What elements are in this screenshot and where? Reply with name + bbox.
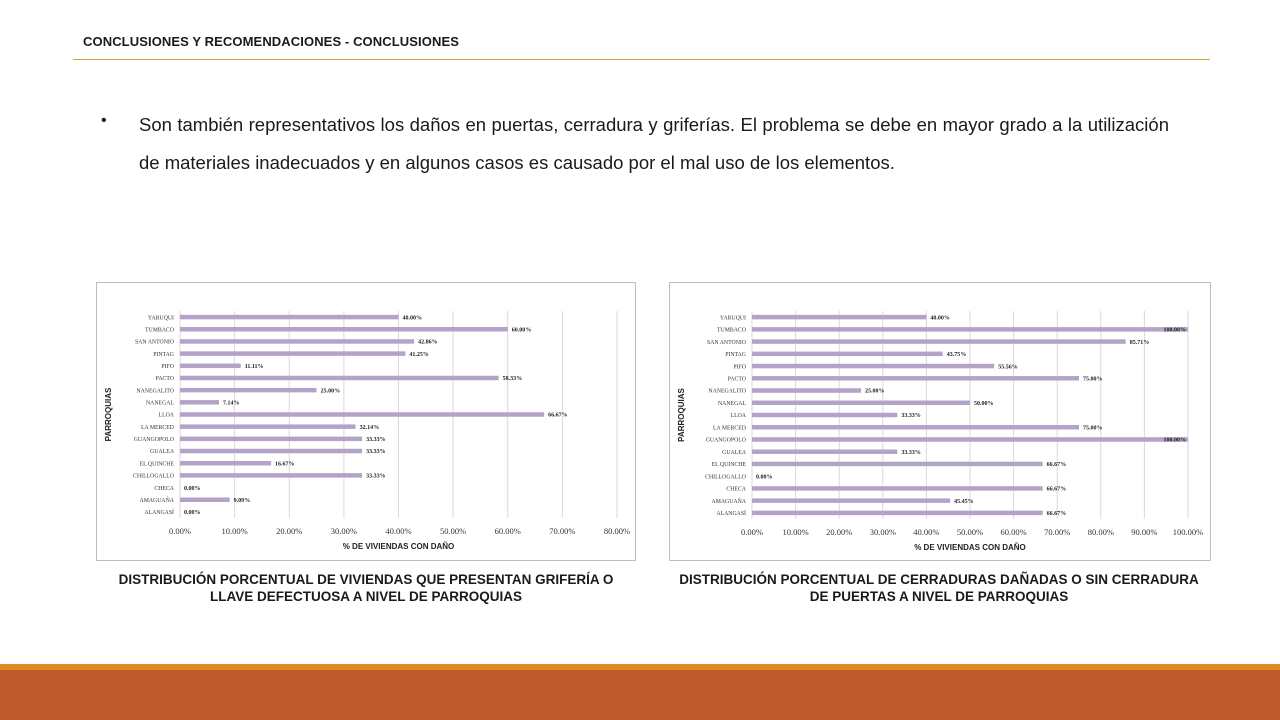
cerraduras-x-tick-label: 30.00% xyxy=(869,527,896,537)
griferia-category-label: GUANGOPOLO xyxy=(133,437,174,444)
footer-band xyxy=(0,670,1280,720)
griferia-category-label: NANEGALITO xyxy=(136,388,174,395)
cerraduras-data-label: 66.67% xyxy=(1046,486,1067,493)
cerraduras-category-label: GUANGOPOLO xyxy=(705,437,746,444)
griferia-category-label: PACTO xyxy=(155,376,174,383)
cerraduras-category-label: ALANGASÍ xyxy=(716,511,746,518)
griferia-category-label: YARUQUI xyxy=(147,315,174,322)
griferia-x-tick-label: 0.00% xyxy=(169,526,191,536)
griferia-category-label: LA MERCED xyxy=(140,424,174,431)
griferia-category-label: CHECA xyxy=(154,485,174,492)
cerraduras-data-label: 75.00% xyxy=(1083,376,1103,383)
chart-cerraduras-caption: DISTRIBUCIÓN PORCENTUAL DE CERRADURAS DAÑADAS O SIN CERRADURA DE PUERTAS A NIVEL DE PARROQUIAS xyxy=(679,572,1199,604)
cerraduras-category-label: NANEGAL xyxy=(717,400,746,407)
griferia-data-label: 16.67% xyxy=(275,461,295,468)
cerraduras-bar xyxy=(752,339,1126,344)
chart-cerraduras-svg xyxy=(670,283,1210,560)
cerraduras-category-label: LA MERCED xyxy=(712,425,746,432)
cerraduras-data-label: 75.00% xyxy=(1083,425,1103,432)
cerraduras-data-label: 43.75% xyxy=(946,352,967,359)
cerraduras-bar xyxy=(752,425,1079,430)
chart-griferia-caption: DISTRIBUCIÓN PORCENTUAL DE VIVIENDAS QUE PRESENTAN GRIFERÍA O LLAVE DEFECTUOSA A NIVEL DE PARROQUIAS xyxy=(118,572,614,604)
griferia-data-label: 0.00% xyxy=(184,510,201,517)
griferia-category-label: PIFO xyxy=(161,363,174,370)
cerraduras-x-axis-title: % DE VIVIENDAS CON DAÑO xyxy=(914,543,1026,552)
bullet-icon: • xyxy=(101,112,107,129)
griferia-x-tick-label: 10.00% xyxy=(221,526,248,536)
griferia-data-label: 66.67% xyxy=(548,412,568,419)
cerraduras-category-label: SAN ANTONIO xyxy=(706,339,746,346)
cerraduras-category-label: NANEGALITO xyxy=(708,388,746,395)
cerraduras-x-tick-label: 40.00% xyxy=(913,527,940,537)
griferia-category-label: CHILLOGALLO xyxy=(133,473,174,480)
griferia-bar xyxy=(180,400,219,405)
cerraduras-x-tick-label: 70.00% xyxy=(1044,527,1071,537)
griferia-category-label: NANEGAL xyxy=(145,400,174,407)
cerraduras-bar xyxy=(752,352,943,357)
header-divider xyxy=(73,59,1210,60)
griferia-data-label: 60.00% xyxy=(511,327,532,334)
griferia-bar xyxy=(180,461,271,466)
griferia-bar xyxy=(180,473,362,478)
chart-cerraduras xyxy=(669,282,1211,561)
griferia-bar xyxy=(180,339,414,344)
griferia-data-label: 7.14% xyxy=(223,400,240,407)
cerraduras-data-label: 33.33% xyxy=(901,449,921,456)
griferia-category-label: ALANGASÍ xyxy=(144,510,174,517)
griferia-bar xyxy=(180,376,499,381)
griferia-data-label: 32.14% xyxy=(359,424,380,431)
cerraduras-data-label: 0.00% xyxy=(756,474,773,481)
griferia-category-label: EL QUINCHE xyxy=(139,461,174,468)
cerraduras-data-label: 100.00% xyxy=(1163,327,1186,334)
griferia-bar xyxy=(180,327,508,332)
griferia-data-label: 41.25% xyxy=(409,351,429,358)
griferia-x-tick-label: 40.00% xyxy=(385,526,412,536)
griferia-bar xyxy=(180,437,362,442)
cerraduras-bar xyxy=(752,413,897,418)
griferia-x-axis-title: % DE VIVIENDAS CON DAÑO xyxy=(342,542,455,551)
cerraduras-category-label: YARUQUI xyxy=(719,315,746,322)
cerraduras-category-label: PIFO xyxy=(733,364,746,371)
cerraduras-category-label: PACTO xyxy=(727,376,746,383)
griferia-category-label: GUALEA xyxy=(150,449,174,456)
griferia-bar xyxy=(180,424,356,429)
cerraduras-bar xyxy=(752,401,970,406)
griferia-data-label: 0.00% xyxy=(184,485,201,492)
body-paragraph: Son también representativos los daños en puertas, cerradura y griferías. El problema se debe en mayor grado a la utilización de materiales inadecuados y en algunos casos es causado por el mal uso de los elementos. xyxy=(139,114,1169,173)
cerraduras-data-label: 45.45% xyxy=(954,498,974,505)
cerraduras-bar xyxy=(752,315,926,320)
griferia-bar xyxy=(180,364,241,369)
cerraduras-category-label: EL QUINCHE xyxy=(711,462,746,469)
griferia-data-label: 40.00% xyxy=(402,315,422,322)
griferia-x-tick-label: 20.00% xyxy=(276,526,303,536)
griferia-bar xyxy=(180,497,230,502)
cerraduras-x-tick-label: 0.00% xyxy=(741,527,763,537)
cerraduras-bar xyxy=(752,498,950,503)
griferia-x-tick-label: 50.00% xyxy=(440,526,467,536)
cerraduras-category-label: AMAGUAÑA xyxy=(711,498,746,505)
griferia-bar xyxy=(180,351,405,356)
cerraduras-data-label: 85.71% xyxy=(1129,339,1150,346)
griferia-x-tick-label: 80.00% xyxy=(603,526,631,536)
cerraduras-bar xyxy=(752,376,1079,381)
cerraduras-bar xyxy=(752,364,994,369)
griferia-category-label: SAN ANTONIO xyxy=(134,339,174,346)
chart-griferia-svg xyxy=(97,283,635,560)
cerraduras-y-axis-title: PARROQUIAS xyxy=(677,388,686,442)
cerraduras-x-tick-label: 60.00% xyxy=(1000,527,1027,537)
cerraduras-data-label: 66.67% xyxy=(1046,462,1067,469)
cerraduras-x-tick-label: 50.00% xyxy=(956,527,984,537)
cerraduras-data-label: 66.67% xyxy=(1046,511,1067,518)
cerraduras-category-label: LLOA xyxy=(730,413,746,420)
griferia-data-label: 33.33% xyxy=(366,449,386,456)
cerraduras-data-label: 33.33% xyxy=(901,413,921,420)
cerraduras-bar xyxy=(752,388,861,393)
cerraduras-data-label: 55.56% xyxy=(998,364,1018,371)
cerraduras-data-label: 50.00% xyxy=(974,400,994,407)
griferia-bar xyxy=(180,449,362,454)
cerraduras-category-label: CHILLOGALLO xyxy=(705,474,746,481)
page-header-title: CONCLUSIONES Y RECOMENDACIONES - CONCLUSIONES xyxy=(83,34,460,49)
griferia-data-label: 9.09% xyxy=(233,497,251,504)
griferia-y-axis-title: PARROQUIAS xyxy=(104,387,113,442)
griferia-data-label: 58.33% xyxy=(502,376,523,383)
cerraduras-bar xyxy=(752,486,1043,491)
griferia-category-label: TUMBACO xyxy=(145,327,174,334)
griferia-data-label: 33.33% xyxy=(366,437,386,444)
cerraduras-bar xyxy=(752,327,1188,332)
cerraduras-data-label: 25.00% xyxy=(865,388,885,395)
griferia-category-label: LLOA xyxy=(158,412,174,419)
cerraduras-category-label: CHECA xyxy=(726,486,746,493)
cerraduras-x-tick-label: 10.00% xyxy=(782,527,809,537)
griferia-data-label: 42.86% xyxy=(418,339,438,346)
chart-griferia xyxy=(96,282,636,561)
cerraduras-data-label: 100.00% xyxy=(1163,437,1186,444)
cerraduras-x-tick-label: 20.00% xyxy=(826,527,853,537)
cerraduras-bar xyxy=(752,511,1043,515)
cerraduras-x-tick-label: 90.00% xyxy=(1131,527,1158,537)
cerraduras-category-label: GUALEA xyxy=(722,449,746,456)
cerraduras-data-label: 40.00% xyxy=(930,315,950,322)
cerraduras-bar xyxy=(752,437,1188,442)
griferia-bar xyxy=(180,315,399,320)
griferia-data-label: 25.00% xyxy=(320,388,341,395)
cerraduras-category-label: PINTAG xyxy=(725,352,746,359)
griferia-category-label: AMAGUAÑA xyxy=(139,497,174,504)
griferia-x-tick-label: 30.00% xyxy=(330,526,357,536)
griferia-data-label: 11.11% xyxy=(244,363,264,370)
cerraduras-bar xyxy=(752,449,897,454)
cerraduras-bar xyxy=(752,462,1043,467)
cerraduras-x-tick-label: 80.00% xyxy=(1087,527,1114,537)
griferia-bar xyxy=(180,412,544,417)
griferia-data-label: 33.33% xyxy=(366,473,386,480)
griferia-category-label: PINTAG xyxy=(153,351,174,358)
griferia-x-tick-label: 60.00% xyxy=(494,526,521,536)
cerraduras-x-tick-label: 100.00% xyxy=(1172,527,1204,537)
griferia-x-tick-label: 70.00% xyxy=(549,526,576,536)
griferia-bar xyxy=(180,388,317,393)
cerraduras-category-label: TUMBACO xyxy=(717,327,746,334)
